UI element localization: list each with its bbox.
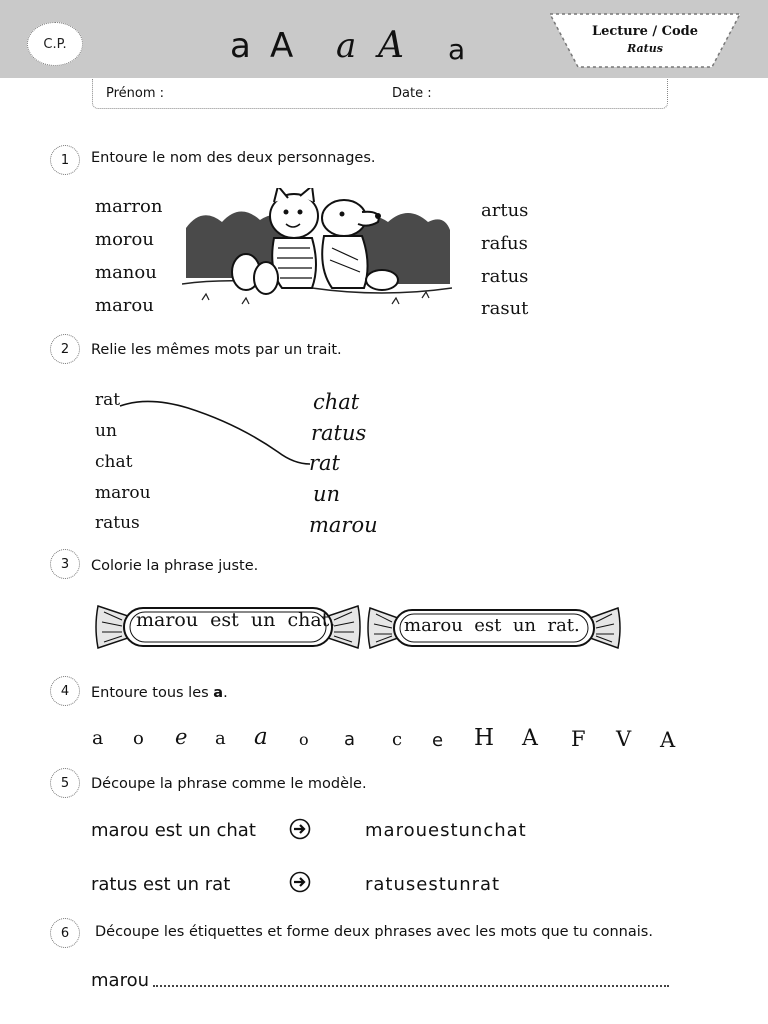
letter-choice[interactable]: o xyxy=(133,728,144,749)
word-choice[interactable]: manou xyxy=(95,262,157,283)
instruction-text: . xyxy=(223,685,228,701)
header-letter: a xyxy=(336,26,357,66)
header-letters xyxy=(230,26,465,66)
word-right[interactable]: ratus xyxy=(311,421,367,445)
exercise-instruction: Entoure le nom des deux personnages. xyxy=(91,150,376,166)
level-badge: C.P. xyxy=(27,22,83,66)
exercise-instruction: Découpe la phrase comme le modèle. xyxy=(91,776,367,792)
instruction-text: Entoure tous les xyxy=(91,685,214,701)
instruction-target-letter: a xyxy=(213,685,224,701)
header-letter: A xyxy=(378,25,404,66)
word-left[interactable]: chat xyxy=(95,452,133,472)
header-letter: a xyxy=(448,33,466,66)
letter-choice[interactable]: e xyxy=(175,725,188,749)
exercise-instruction: Relie les mêmes mots par un trait. xyxy=(91,342,342,358)
exercise-number: 6 xyxy=(50,918,80,948)
lesson-tag xyxy=(548,13,742,69)
word-choice[interactable]: rasut xyxy=(481,298,529,319)
date-label: Date : xyxy=(392,86,432,101)
letter-choice[interactable]: c xyxy=(392,729,403,750)
exercise-instruction xyxy=(91,685,228,701)
exercise-result: ratusestunrat xyxy=(365,874,501,895)
lesson-tag-subtitle: Ratus xyxy=(627,42,663,55)
name-date-box xyxy=(92,79,668,109)
word-right[interactable]: rat xyxy=(309,451,340,475)
word-choice[interactable]: ratus xyxy=(481,266,529,287)
word-choice[interactable]: morou xyxy=(95,229,154,250)
exercise-sentence: ratus est un rat xyxy=(91,874,231,895)
word-left[interactable]: un xyxy=(95,421,117,441)
word-left[interactable]: rat xyxy=(95,390,121,410)
letter-choice[interactable]: o xyxy=(299,730,309,749)
exercise-instruction: Découpe les étiquettes et forme deux phrases avec les mots que tu connais. xyxy=(95,924,653,940)
sentence-choice[interactable]: marou est un chat. xyxy=(136,609,336,631)
sentence-choice[interactable]: marou est un rat. xyxy=(404,615,580,636)
letter-choice[interactable]: V xyxy=(616,727,632,751)
lesson-tag-title: Lecture / Code xyxy=(591,24,699,39)
right-arrow-icon xyxy=(289,871,311,897)
word-choice[interactable]: artus xyxy=(481,200,529,221)
letter-choice[interactable]: a xyxy=(254,724,268,750)
letter-choice[interactable]: a xyxy=(92,727,104,749)
model-result: marouestunchat xyxy=(365,820,527,841)
letter-choice[interactable]: A xyxy=(522,726,538,751)
word-left[interactable]: marou xyxy=(95,483,151,503)
word-choice[interactable]: marron xyxy=(95,196,163,217)
model-sentence: marou est un chat xyxy=(91,820,256,841)
word-left[interactable]: ratus xyxy=(95,513,140,533)
exercise-number: 5 xyxy=(50,768,80,798)
exercise-number: 1 xyxy=(50,145,80,175)
exercise-number: 3 xyxy=(50,549,80,579)
exercise-number: 2 xyxy=(50,334,80,364)
prenom-label: Prénom : xyxy=(106,86,165,101)
word-right[interactable]: marou xyxy=(309,513,378,537)
right-arrow-icon xyxy=(289,818,311,844)
letter-choice[interactable]: a xyxy=(344,729,356,750)
characters-illustration xyxy=(182,188,452,316)
header-letter: A xyxy=(270,26,294,66)
word-right[interactable]: un xyxy=(313,482,341,506)
letter-choice[interactable]: F xyxy=(571,727,586,751)
exercise-instruction: Colorie la phrase juste. xyxy=(91,558,259,574)
word-right[interactable]: chat xyxy=(313,390,360,414)
answer-line[interactable] xyxy=(153,985,669,987)
letter-choice[interactable]: a xyxy=(215,728,226,749)
word-choice[interactable]: marou xyxy=(95,295,154,316)
exercise-number: 4 xyxy=(50,676,80,706)
letter-choice[interactable]: e xyxy=(432,730,444,751)
example-link-line xyxy=(118,396,318,472)
letter-choice[interactable]: A xyxy=(660,728,676,752)
word-choice[interactable]: rafus xyxy=(481,233,528,254)
answer-start-word: marou xyxy=(91,970,149,991)
letter-choice[interactable]: H xyxy=(474,725,495,751)
header-letter: a xyxy=(230,26,251,66)
